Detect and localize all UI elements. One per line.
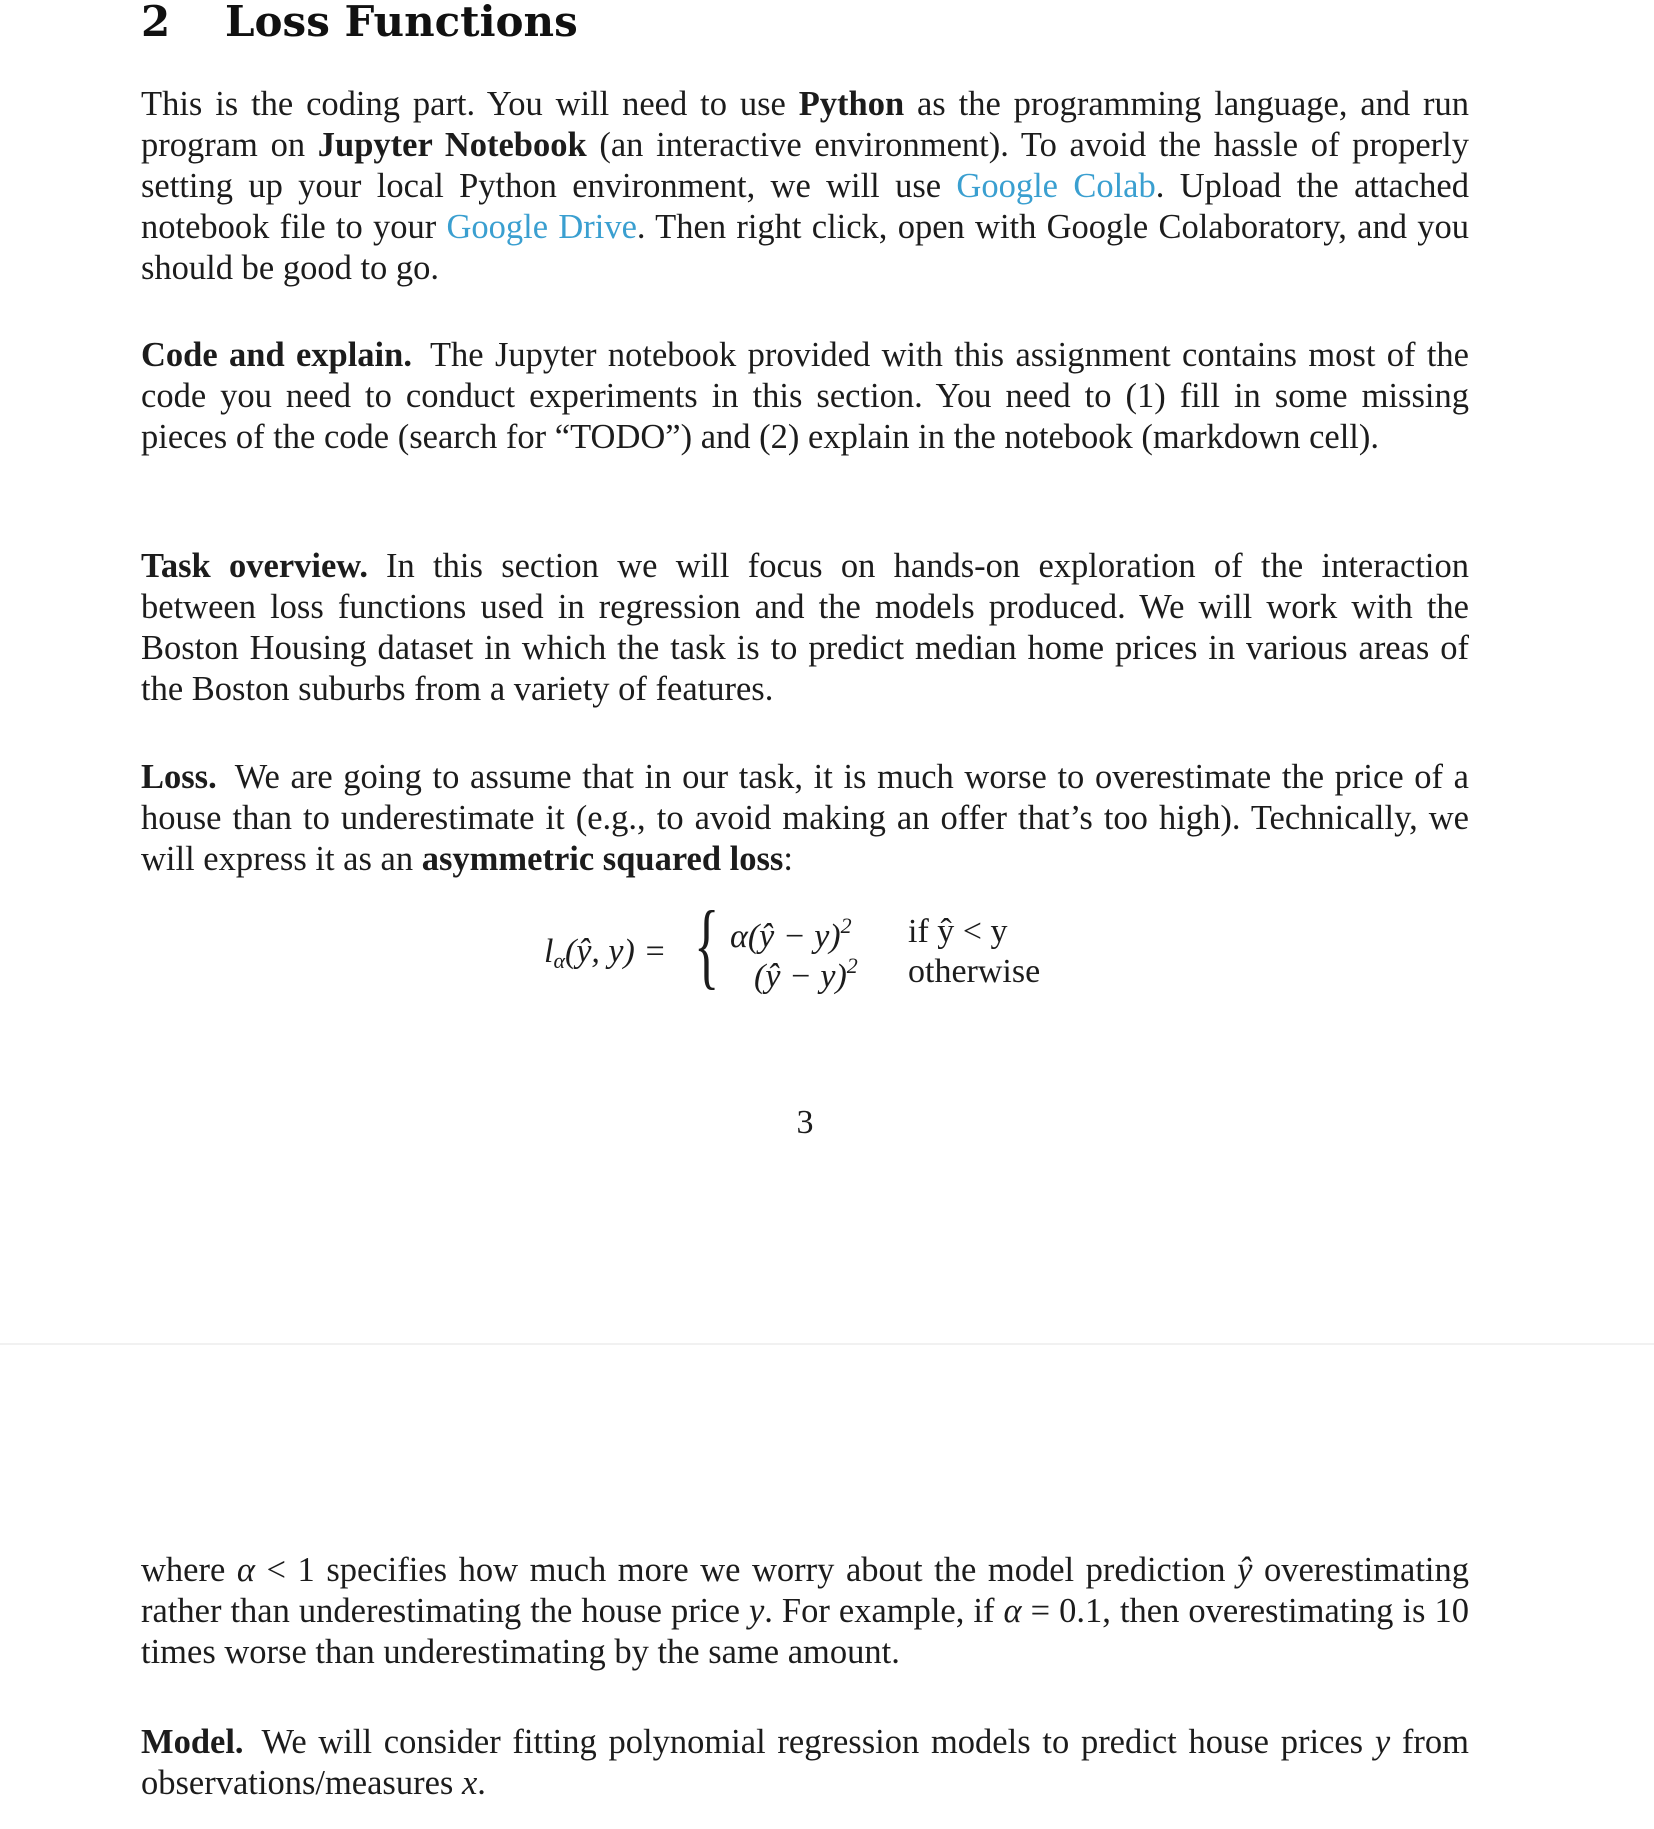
loss-paragraph xyxy=(141,757,1469,880)
case-otherwise-expression xyxy=(754,953,858,996)
section-title: Loss Functions xyxy=(225,0,578,46)
paragraph-heading: Model. xyxy=(141,1723,244,1761)
paragraph-text: = 0.1, then overestimating is 10 times worse than underestimating by the same amount. xyxy=(141,1592,1470,1671)
intro-text: (an interactive environment). To avoid the hassle of properly setting up your local Python environment, we will use xyxy=(141,126,1469,205)
paragraph-text: < 1 specifies how much more we worry about the model prediction xyxy=(254,1551,1238,1589)
case-expression-text: (ŷ − y) xyxy=(754,958,847,995)
case-underestimate-expression xyxy=(730,913,852,956)
paragraph-text: from observations/measures xyxy=(141,1723,1469,1802)
loss-symbol: l xyxy=(544,933,554,970)
alpha-explanation-paragraph xyxy=(141,1550,1469,1673)
y-symbol: y xyxy=(748,1592,765,1630)
exponent: 2 xyxy=(846,953,858,978)
paragraph-text: . For example, if xyxy=(764,1592,1004,1630)
section-heading xyxy=(141,0,578,52)
paragraph-text: We are going to assume that in our task, it is much worse to overestimate the price of a house than to underestimate it (e.g., to avoid making an offer that’s too high). Technically, we will express it as an xyxy=(141,758,1469,878)
alpha-symbol: α xyxy=(236,1551,255,1589)
paragraph-text: In this section we will focus on hands-on exploration of the interaction between loss functions used in regression and the models produced. We will work with the Boston Housing dataset in which the task is to predict median home prices in various areas of the Boston suburbs from a variety of features. xyxy=(141,547,1469,708)
paragraph-heading: Code and explain. xyxy=(141,336,412,374)
alpha-symbol: α xyxy=(1003,1592,1022,1630)
python-term: Python xyxy=(798,85,905,123)
asymmetric-loss-equation xyxy=(540,891,1140,1001)
code-explain-paragraph xyxy=(141,335,1469,458)
paragraph-text: overestimating rather than underestimating the house price xyxy=(141,1551,1470,1630)
intro-text: as the programming language, and run program on xyxy=(141,85,1469,164)
intro-paragraph xyxy=(141,84,1469,289)
paragraph-heading: Loss. xyxy=(141,758,217,796)
model-paragraph xyxy=(141,1722,1469,1804)
cases-brace: { xyxy=(694,891,720,998)
equation-lhs xyxy=(544,933,666,974)
loss-arguments: (ŷ, y) = xyxy=(565,933,667,970)
paragraph-text: We will consider fitting polynomial regression models to predict house prices xyxy=(261,1723,1375,1761)
x-symbol: x xyxy=(461,1764,478,1802)
exponent: 2 xyxy=(840,913,852,938)
intro-text: . Then right click, open with Google Colaboratory, and you should be good to go. xyxy=(141,208,1469,287)
alpha-subscript: α xyxy=(553,948,566,973)
section-number: 2 xyxy=(141,0,171,46)
paragraph-text: : xyxy=(783,840,793,878)
case-expression-text: α(ŷ − y) xyxy=(730,918,841,955)
intro-text: This is the coding part. You will need to use xyxy=(141,85,799,123)
intro-text: . Upload the attached notebook file to your xyxy=(141,167,1469,246)
paragraph-text: . xyxy=(477,1764,486,1802)
google-drive-link[interactable]: Google Drive xyxy=(446,208,637,246)
jupyter-term: Jupyter Notebook xyxy=(317,126,587,164)
paragraph-text: where xyxy=(141,1551,237,1589)
google-colab-link[interactable]: Google Colab xyxy=(956,167,1156,205)
task-overview-paragraph xyxy=(141,546,1469,710)
paragraph-heading: Task overview. xyxy=(141,547,368,585)
paragraph-text: The Jupyter notebook provided with this assignment contains most of the code you need to conduct experiments in this section. You need to (1) fill in some missing pieces of the code (search for “TODO”) and (2) explain in the notebook (markdown cell). xyxy=(141,336,1469,456)
asymmetric-loss-term: asymmetric squared loss xyxy=(421,840,784,878)
yhat-symbol: ŷ xyxy=(1237,1551,1253,1589)
page-number: 3 xyxy=(796,1104,814,1141)
case-otherwise-condition: otherwise xyxy=(908,953,1041,990)
y-symbol: y xyxy=(1374,1723,1391,1761)
case-underestimate-condition: if ŷ < y xyxy=(908,913,1008,950)
